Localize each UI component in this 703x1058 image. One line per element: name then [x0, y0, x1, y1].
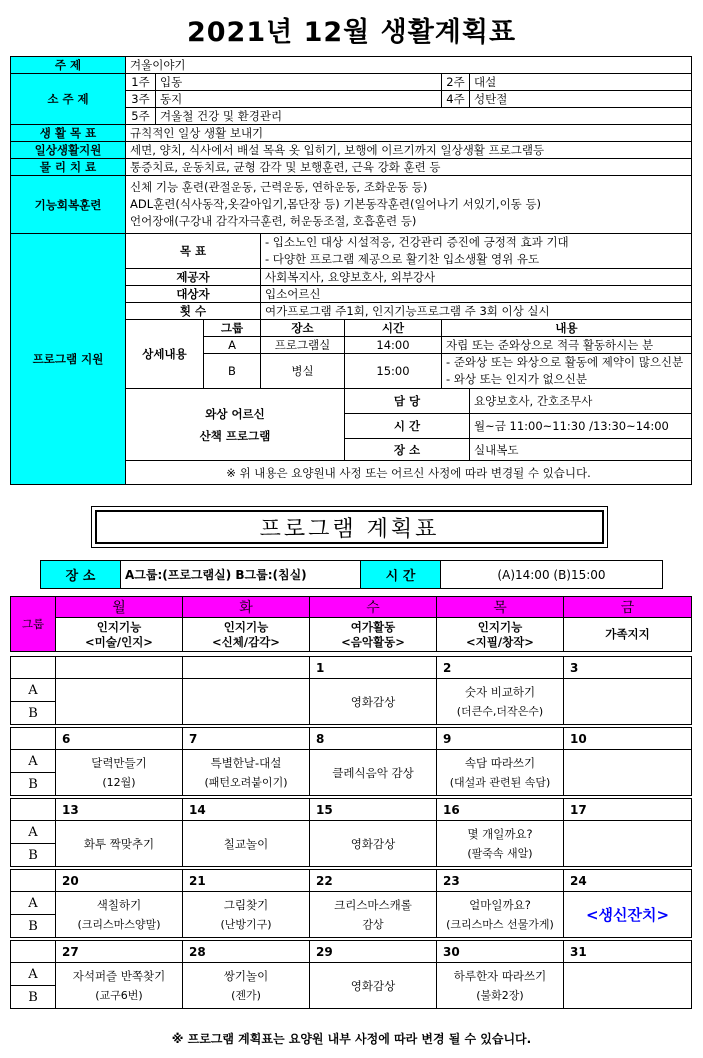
activity-cell	[437, 821, 564, 867]
kind-tue	[183, 618, 310, 652]
kind-sub: <신체/감각>	[212, 634, 280, 649]
activity-cell	[56, 679, 183, 725]
kind-thu	[437, 618, 564, 652]
activity-cell	[56, 750, 183, 796]
program-label: 프로그램 지원	[11, 234, 126, 485]
rehab-label: 기능회복훈련	[11, 176, 126, 234]
week-date-row	[11, 799, 692, 821]
col-time: 시간	[345, 320, 442, 337]
activity-title: 클레식음악 감상	[332, 765, 414, 780]
day-thu: 목	[437, 597, 564, 618]
week-label: 5주	[126, 108, 156, 125]
activity-cell	[310, 821, 437, 867]
group-b-time: 15:00	[345, 354, 442, 389]
date-cell: 16	[437, 799, 564, 821]
goal-line: - 입소노인 대상 시설적응, 건강관리 증진에 긍정적 효과 기대	[265, 235, 569, 249]
activity-cell	[56, 821, 183, 867]
kind: 가족지지	[605, 627, 650, 641]
activity-cell	[437, 892, 564, 938]
date-blank	[11, 799, 56, 821]
kind: 여가활동	[350, 619, 396, 634]
activity-cell	[310, 963, 437, 1009]
activity-cell	[437, 963, 564, 1009]
group-b-content	[442, 354, 692, 389]
activity-cell	[56, 892, 183, 938]
date-cell: 29	[310, 941, 437, 963]
day-wed: 수	[310, 597, 437, 618]
activity-sub: 감상	[362, 917, 384, 931]
date-cell: 20	[56, 870, 183, 892]
date-cell: 30	[437, 941, 564, 963]
daily-value: 세면, 양치, 식사에서 배설 목욕 옷 입히기, 보행에 이르기까지 일상생활 프로그램등	[126, 142, 692, 159]
activity-cell	[437, 679, 564, 725]
date-cell: 9	[437, 728, 564, 750]
group-cell: A	[11, 821, 56, 844]
group-a-content: 자립 또는 준와상으로 적극 활동하시는 분	[442, 337, 692, 354]
group-row	[11, 679, 692, 702]
calendar	[10, 656, 692, 1009]
date-cell: 28	[183, 941, 310, 963]
kind: 인지기능	[477, 619, 523, 634]
activity-title: 속담 따라쓰기	[464, 755, 536, 770]
group-cell: A	[11, 679, 56, 702]
activity-sub: (교구6번)	[95, 988, 143, 1002]
date-cell: 10	[564, 728, 692, 750]
date-cell: 22	[310, 870, 437, 892]
activity-title: 쌍기놀이	[223, 968, 269, 983]
group-a: A	[204, 337, 261, 354]
group-cell: B	[11, 773, 56, 796]
target-value: 입소어르신	[261, 286, 692, 303]
kind-sub: <미술/인지>	[85, 634, 153, 649]
kind: 인지기능	[96, 619, 142, 634]
plan-header	[10, 596, 692, 652]
group-cell: A	[11, 963, 56, 986]
activity-cell	[564, 892, 692, 938]
date-cell	[183, 657, 310, 679]
group-b-place: 병실	[261, 354, 345, 389]
group-row	[11, 821, 692, 844]
rehab-line: 언어장애(구강내 감각자극훈련, 허운동조절, 호흡훈련 등)	[130, 214, 417, 228]
time-value: (A)14:00 (B)15:00	[441, 561, 663, 589]
subtheme-label: 소 주 제	[11, 74, 126, 125]
activity-cell	[183, 750, 310, 796]
week-label: 2주	[442, 74, 470, 91]
program-goal-label: 목 표	[126, 234, 261, 269]
activity-title: 화투 짝맞추기	[83, 836, 155, 851]
count-label: 횟 수	[126, 303, 261, 320]
detail-label: 상세내용	[126, 320, 204, 389]
week-date-row	[11, 657, 692, 679]
program-note: ※ 위 내용은 요양원내 사정 또는 어르신 사정에 따라 변경될 수 있습니다.	[126, 461, 692, 485]
rehab-line: 신체 기능 훈련(관절운동, 근력운동, 연하운동, 조화운동 등)	[130, 180, 428, 194]
day-fri: 금	[564, 597, 692, 618]
activity-title: 그림찾기	[223, 897, 269, 912]
bed-program-label	[126, 389, 345, 461]
plan-title: 프로그램 계획표	[95, 510, 604, 544]
goal-label: 생 활 목 표	[11, 125, 126, 142]
kind-sub: <음악활동>	[341, 634, 405, 649]
rehab-line: ADL훈련(식사동작,옷갈아입기,몸단장 등) 기본동작훈련(일어나기 서있기,이동 등)	[130, 197, 542, 211]
date-cell: 24	[564, 870, 692, 892]
group-cell: B	[11, 844, 56, 867]
goal-value: 규칙적인 일상 생활 보내기	[126, 125, 692, 142]
theme-label: 주 제	[11, 57, 126, 74]
activity-title: 몇 개일까요?	[467, 826, 533, 841]
activity-sub: (12월)	[102, 775, 136, 789]
activity-title: 영화감상	[350, 694, 396, 709]
date-cell	[56, 657, 183, 679]
kind-fri	[564, 618, 692, 652]
activity-title: <생신잔치>	[585, 905, 670, 924]
physio-value: 통증치료, 운동치료, 균형 감각 및 보행훈련, 근육 강화 훈련 등	[126, 159, 692, 176]
week-text: 입동	[156, 74, 442, 91]
provider-value: 사회복지사, 요양보호사, 외부강사	[261, 269, 692, 286]
date-cell: 27	[56, 941, 183, 963]
date-blank	[11, 657, 56, 679]
activity-sub: (팔죽속 새알)	[467, 846, 533, 860]
week-date-row	[11, 870, 692, 892]
activity-cell	[437, 750, 564, 796]
group-row	[11, 892, 692, 915]
activity-title: 색칠하기	[96, 897, 142, 912]
place-value: A그룹:(프로그램실) B그룹:(침실)	[121, 561, 361, 589]
activity-cell	[183, 963, 310, 1009]
week-date-row	[11, 941, 692, 963]
bed-label-line: 와상 어르신	[205, 406, 265, 421]
group-header: 그룹	[11, 597, 56, 652]
week-text: 겨울철 건강 및 환경관리	[156, 108, 692, 125]
date-blank	[11, 728, 56, 750]
activity-title: 특별한날-대설	[210, 755, 282, 770]
activity-sub: (더큰수,더작은수)	[456, 704, 544, 718]
activity-title: 영화감상	[350, 836, 396, 851]
count-value: 여가프로그램 주1회, 인지기능프로그램 주 3회 이상 실시	[261, 303, 692, 320]
group-a-place: 프로그램실	[261, 337, 345, 354]
bed-label-line: 산책 프로그램	[199, 428, 271, 443]
rehab-value	[126, 176, 692, 234]
activity-cell	[310, 679, 437, 725]
daily-label: 일상생활지원	[11, 142, 126, 159]
group-cell: B	[11, 915, 56, 938]
content-line: - 와상 또는 인지가 없으신분	[446, 372, 587, 386]
date-cell: 7	[183, 728, 310, 750]
activity-cell	[564, 750, 692, 796]
week-label: 3주	[126, 91, 156, 108]
target-label: 대상자	[126, 286, 261, 303]
bed-row-label: 장 소	[345, 439, 470, 461]
date-cell: 3	[564, 657, 692, 679]
activity-sub: (난방기구)	[220, 917, 272, 931]
activity-cell	[183, 892, 310, 938]
activity-sub: (젠가)	[231, 988, 261, 1002]
activity-cell	[56, 963, 183, 1009]
date-cell: 6	[56, 728, 183, 750]
group-a-time: 14:00	[345, 337, 442, 354]
theme-value: 겨울이야기	[126, 57, 692, 74]
kind-sub: <지필/창작>	[466, 634, 534, 649]
program-goal-value	[261, 234, 692, 269]
kind-wed	[310, 618, 437, 652]
group-cell: B	[11, 702, 56, 725]
date-cell: 14	[183, 799, 310, 821]
activity-cell	[564, 821, 692, 867]
day-mon: 월	[56, 597, 183, 618]
life-plan-table	[10, 56, 692, 485]
date-cell: 15	[310, 799, 437, 821]
week-text: 성탄절	[470, 91, 692, 108]
date-cell: 1	[310, 657, 437, 679]
kind-mon	[56, 618, 183, 652]
date-cell: 17	[564, 799, 692, 821]
activity-title: 달력만들기	[91, 755, 147, 770]
provider-label: 제공자	[126, 269, 261, 286]
bed-row-value: 실내복도	[470, 439, 692, 461]
activity-sub: (크리스마스 선물가게)	[446, 917, 554, 931]
goal-line: - 다양한 프로그램 제공으로 활기찬 입소생활 영위 유도	[265, 252, 540, 266]
activity-sub: (불화2장)	[476, 988, 524, 1002]
week-text: 대설	[470, 74, 692, 91]
date-cell: 21	[183, 870, 310, 892]
activity-cell	[564, 679, 692, 725]
bed-row-label: 담 당	[345, 389, 470, 414]
group-cell: A	[11, 892, 56, 915]
activity-title: 영화감상	[350, 978, 396, 993]
place-label: 장 소	[41, 561, 121, 589]
date-blank	[11, 870, 56, 892]
date-cell: 2	[437, 657, 564, 679]
bed-row-label: 시 간	[345, 414, 470, 439]
group-row	[11, 963, 692, 986]
footer-note: ※ 프로그램 계획표는 요양원 내부 사정에 따라 변경 될 수 있습니다.	[171, 1032, 532, 1046]
place-bar	[40, 560, 663, 589]
date-cell: 13	[56, 799, 183, 821]
activity-title: 크리스마스캐롤	[334, 897, 412, 912]
date-cell: 8	[310, 728, 437, 750]
activity-title: 숫자 비교하기	[464, 684, 536, 699]
week-label: 1주	[126, 74, 156, 91]
week-label: 4주	[442, 91, 470, 108]
activity-title: 얼마일까요?	[469, 897, 531, 912]
kind: 인지기능	[223, 619, 269, 634]
date-cell: 31	[564, 941, 692, 963]
activity-title: 자석퍼즐 반쪽찾기	[72, 968, 166, 983]
day-tue: 화	[183, 597, 310, 618]
activity-sub: (대설과 관련된 속담)	[449, 775, 551, 789]
bed-row-value: 월~금 11:00~11:30 /13:30~14:00	[470, 414, 692, 439]
activity-cell	[183, 679, 310, 725]
col-place: 장소	[261, 320, 345, 337]
activity-title: 하루한자 따라쓰기	[453, 968, 547, 983]
activity-cell	[310, 892, 437, 938]
page-title: 2021년 12월 생활계획표	[186, 17, 517, 48]
activity-cell	[183, 821, 310, 867]
activity-sub: (크리스마스양말)	[77, 917, 161, 931]
activity-title: 칠교놀이	[223, 836, 269, 851]
physio-label: 물 리 치 료	[11, 159, 126, 176]
date-cell: 23	[437, 870, 564, 892]
plan-title-box	[91, 506, 608, 548]
activity-sub: (패턴오려붙이기)	[204, 775, 288, 789]
date-blank	[11, 941, 56, 963]
activity-cell	[310, 750, 437, 796]
activity-cell	[564, 963, 692, 1009]
group-cell: A	[11, 750, 56, 773]
time-label: 시 간	[361, 561, 441, 589]
col-content: 내용	[442, 320, 692, 337]
content-line: - 준와상 또는 와상으로 활동에 제약이 많으신분	[446, 355, 684, 369]
bed-row-value: 요양보호사, 간호조무사	[470, 389, 692, 414]
week-date-row	[11, 728, 692, 750]
week-text: 동지	[156, 91, 442, 108]
col-group: 그룹	[204, 320, 261, 337]
group-b: B	[204, 354, 261, 389]
group-row	[11, 750, 692, 773]
group-cell: B	[11, 986, 56, 1009]
